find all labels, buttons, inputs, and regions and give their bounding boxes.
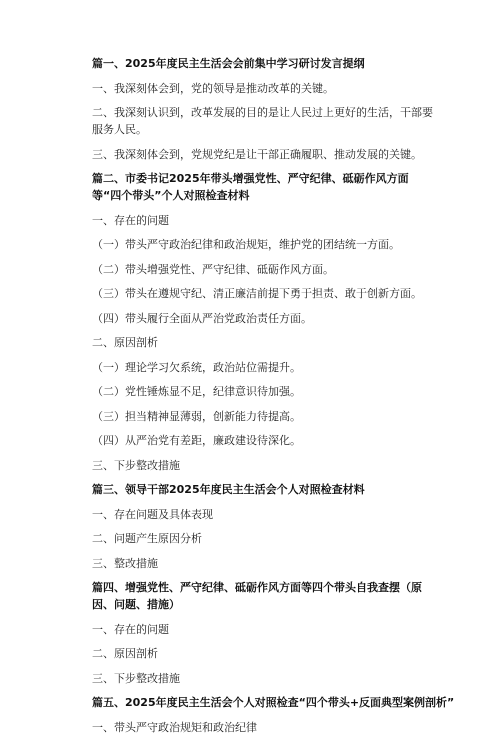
paragraph-item: 一、我深刻体会到，党的领导是推动改革的关键。 — [92, 81, 334, 95]
list-item: （三）带头在遵规守纪、清正廉洁前提下勇于担责、敢于创新方面。 — [92, 287, 422, 300]
list-item: （二）带头增强党性、严守纪律、砥砺作风方面。 — [92, 262, 334, 276]
section-heading: 一、存在的问题 — [92, 213, 169, 227]
heading-part-4: 篇四、增强党性、严守纪律、砥砺作风方面等四个带头自我查摆（原因、问题、措施） — [92, 581, 422, 611]
section-heading: 一、带头严守政治规矩和政治纪律 — [92, 720, 257, 734]
section-heading: 二、原因剖析 — [92, 336, 158, 349]
section-heading: 三、下步整改措施 — [92, 671, 180, 685]
list-item: （四）带头履行全面从严治党政治责任方面。 — [92, 311, 312, 325]
heading-part-5: 篇五、2025年度民主生活会个人对照检查“四个带头+反面典型案例剖析” — [92, 696, 455, 709]
list-item: （一）带头严守政治纪律和政治规矩，维护党的团结统一方面。 — [92, 238, 400, 251]
list-item: （三）担当精神显薄弱，创新能力待提高。 — [92, 409, 301, 423]
heading-part-3: 篇三、领导干部2025年度民主生活会个人对照检查材料 — [92, 483, 365, 496]
section-heading: 二、原因剖析 — [92, 647, 158, 660]
paragraph-item: 二、我深刻认识到，改革发展的目的是让人民过上更好的生活，干部要服务人民。 — [92, 106, 433, 136]
paragraph-item: 三、我深刻体会到，党规党纪是让干部正确履职、推动发展的关键。 — [92, 147, 422, 161]
list-item: （四）从严治党有差距，廉政建设待深化。 — [92, 434, 301, 447]
section-heading: 一、存在的问题 — [92, 622, 169, 636]
section-heading: 二、问题产生原因分析 — [92, 532, 202, 545]
heading-part-2: 篇二、市委书记2025年带头增强党性、严守纪律、砥砺作风方面等“四个带头”个人对照检查材料 — [92, 172, 409, 202]
list-item: （二）党性锤炼显不足，纪律意识待加强。 — [92, 385, 301, 398]
document-body — [74, 55, 455, 743]
list-item: （一）理论学习欠系统，政治站位需提升。 — [92, 360, 301, 374]
heading-part-1: 篇一、2025年度民主生活会会前集中学习研讨发言提纲 — [92, 57, 365, 70]
section-heading: 一、存在问题及具体表现 — [92, 507, 213, 521]
section-heading: 三、整改措施 — [92, 556, 158, 570]
section-heading: 三、下步整改措施 — [92, 458, 180, 472]
